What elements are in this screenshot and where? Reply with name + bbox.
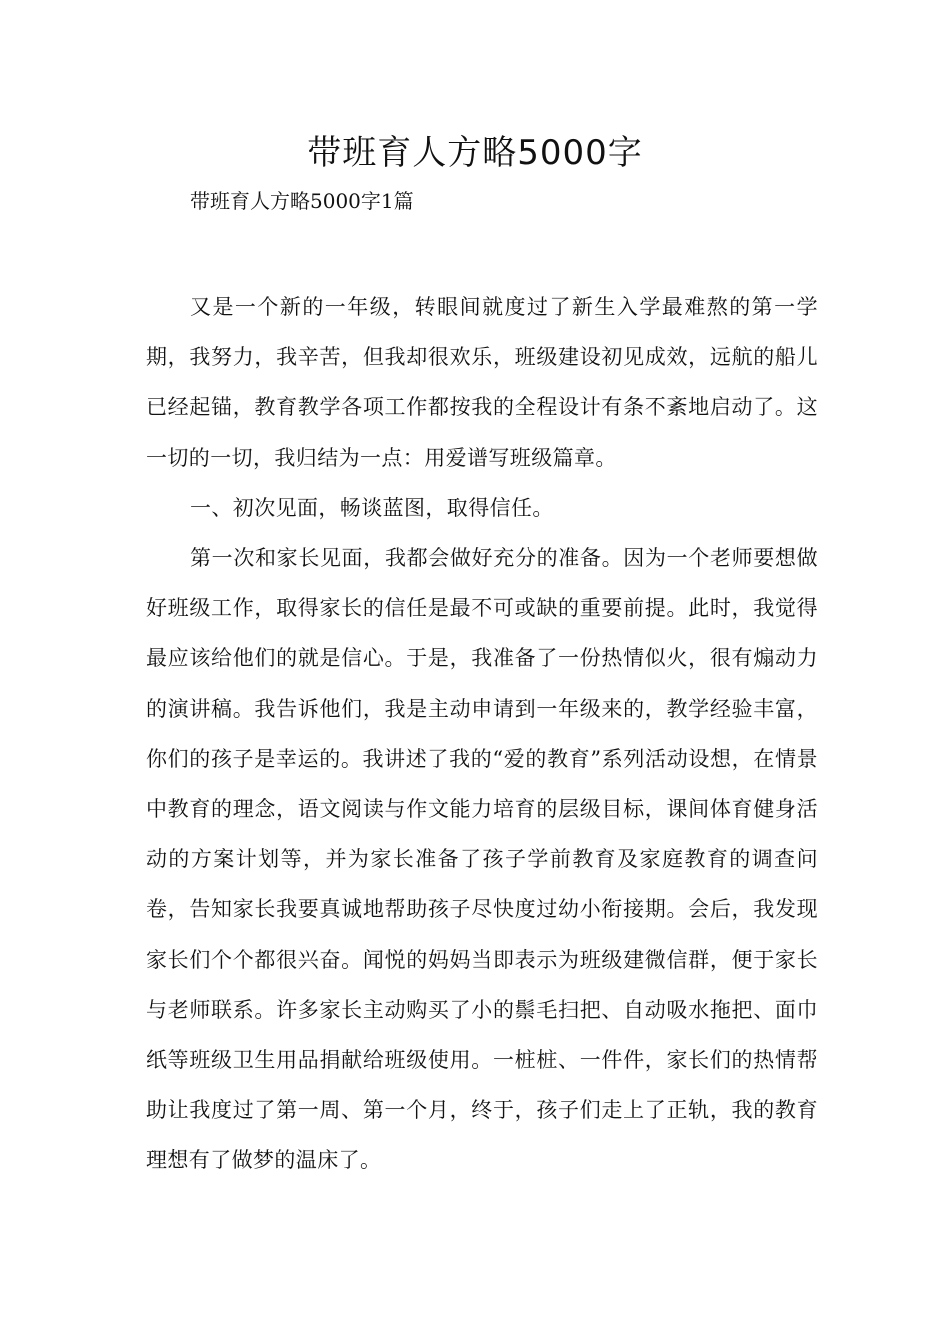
body-paragraph: 第一次和家长见面，我都会做好充分的准备。因为一个老师要想做好班级工作，取得家长的信任是最不可或缺的重要前提。此时，我觉得最应该给他们的就是信心。于是，我准备了一份热情似火，很有煽动力的演讲稿。我告诉他们，我是主动申请到一年级来的，教学经验丰富，你们的孩子是幸运的。我讲述了我的“爱的教育”系列活动设想，在情景中教育的理念，语文阅读与作文能力培育的层级目标，课间体育健身活动的方案计划等，并为家长准备了孩子学前教育及家庭教育的调查问卷，告知家长我要真诚地帮助孩子尽快度过幼小衔接期。会后，我发现家长们个个都很兴奋。闻悦的妈妈当即表示为班级建微信群，便于家长与老师联系。许多家长主动购买了小的鬃毛扫把、自动吸水拖把、面巾纸等班级卫生用品捐献给班级使用。一桩桩、一件件，家长们的热情帮助让我度过了第一周、第一个月，终于，孩子们走上了正轨，我的教育理想有了做梦的温床了。: [146, 546, 818, 1173]
body-paragraph: 又是一个新的一年级，转眼间就度过了新生入学最难熬的第一学期，我努力，我辛苦，但我却很欢乐，班级建设初见成效，远航的船儿已经起锚，教育教学各项工作都按我的全程设计有条不紊地启动了。这一切的一切，我归结为一点：用爱谱写班级篇章。: [146, 295, 818, 470]
document-subtitle: 带班育人方略5000字1篇: [190, 189, 414, 213]
document-body: [146, 282, 818, 1186]
document-title: 带班育人方略5000字: [307, 133, 643, 173]
section-heading: 一、初次见面，畅谈蓝图，取得信任。: [190, 495, 554, 520]
